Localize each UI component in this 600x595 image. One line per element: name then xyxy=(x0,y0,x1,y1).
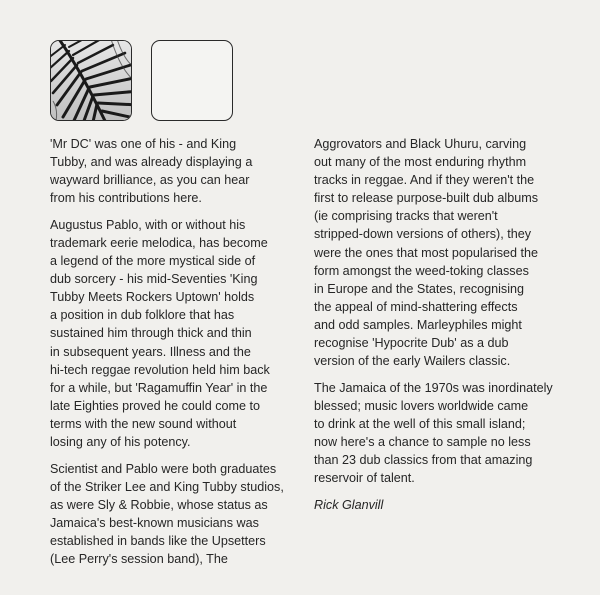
text-line: sustained him through thick and thin xyxy=(50,326,252,341)
right-text-column xyxy=(314,135,556,522)
text-line: losing any of his potency. xyxy=(50,435,191,449)
text-line: blessed; music lovers worldwide came xyxy=(314,398,529,413)
text-line: 'Mr DC' was one of his - and King xyxy=(50,137,237,151)
empty-image-frame xyxy=(151,40,233,121)
text-line: tracks in reggae. And if they weren't the xyxy=(314,173,535,188)
text-line: hi-tech reggae revolution held him back xyxy=(50,362,270,377)
paragraph xyxy=(50,135,292,207)
paragraph xyxy=(314,135,556,370)
text-line: recognise 'Hypocrite Dub' as a dub xyxy=(314,336,509,351)
text-line: terms with the new sound without xyxy=(50,416,237,431)
text-line: form amongst the weed-toking classes xyxy=(314,263,529,278)
palm-leaf-photo xyxy=(50,40,132,121)
text-line: were the ones that most popularised the xyxy=(314,245,539,260)
text-line: Scientist and Pablo were both graduates xyxy=(50,461,277,476)
text-line: of the Striker Lee and King Tubby studios, xyxy=(50,479,284,494)
text-line: Jamaica's best-known musicians was xyxy=(50,515,259,530)
text-line: a legend of the more mystical side of xyxy=(50,254,256,269)
text-line: wayward brilliance, as you can hear xyxy=(50,173,250,188)
text-line: trademark eerie melodica, has become xyxy=(50,235,268,250)
text-line: as were Sly & Robbie, whose status as xyxy=(50,497,268,512)
text-line: the appeal of mind-shattering effects xyxy=(314,299,518,314)
text-line: to drink at the well of this small island; xyxy=(314,416,526,431)
text-line: first to release purpose-built dub albums xyxy=(314,191,539,206)
text-line: than 23 dub classics from that amazing xyxy=(314,453,533,468)
text-line: out many of the most enduring rhythm xyxy=(314,155,527,170)
text-line: from his contributions here. xyxy=(50,191,202,206)
text-line: late Eighties proved he could come to xyxy=(50,398,261,413)
text-line: established in bands like the Upsetters xyxy=(50,533,266,548)
text-line: in subsequent years. Illness and the xyxy=(50,344,251,359)
text-line: stripped-down versions of others), they xyxy=(314,227,531,242)
left-text-column xyxy=(50,135,292,577)
text-line: Tubby, and was already displaying a xyxy=(50,155,253,170)
text-line: reservoir of talent. xyxy=(314,471,415,486)
text-line: dub sorcery - his mid-Seventies 'King xyxy=(50,272,258,287)
text-line: (ie comprising tracks that weren't xyxy=(314,209,498,224)
text-line: The Jamaica of the 1970s was inordinately xyxy=(314,380,553,395)
text-line: for a while, but 'Ragamuffin Year' in the xyxy=(50,380,268,395)
paragraph xyxy=(50,460,292,569)
text-line: Aggrovators and Black Uhuru, carving xyxy=(314,137,527,151)
text-line: now here's a chance to sample no less xyxy=(314,435,531,449)
text-line: Tubby Meets Rockers Uptown' holds xyxy=(50,290,255,305)
author-signature: Rick Glanvill xyxy=(314,497,384,512)
text-line: (Lee Perry's session band), The xyxy=(50,552,228,567)
text-line: version of the early Wailers classic. xyxy=(314,354,511,369)
paragraph xyxy=(314,379,556,488)
paragraph xyxy=(50,216,292,451)
text-line: and odd samples. Marleyphiles might xyxy=(314,317,522,332)
text-line: in Europe and the States, recognising xyxy=(314,281,525,296)
text-line: a position in dub folklore that has xyxy=(50,308,235,323)
palm-leaf-icon xyxy=(51,41,132,121)
text-line: Augustus Pablo, with or without his xyxy=(50,217,246,232)
